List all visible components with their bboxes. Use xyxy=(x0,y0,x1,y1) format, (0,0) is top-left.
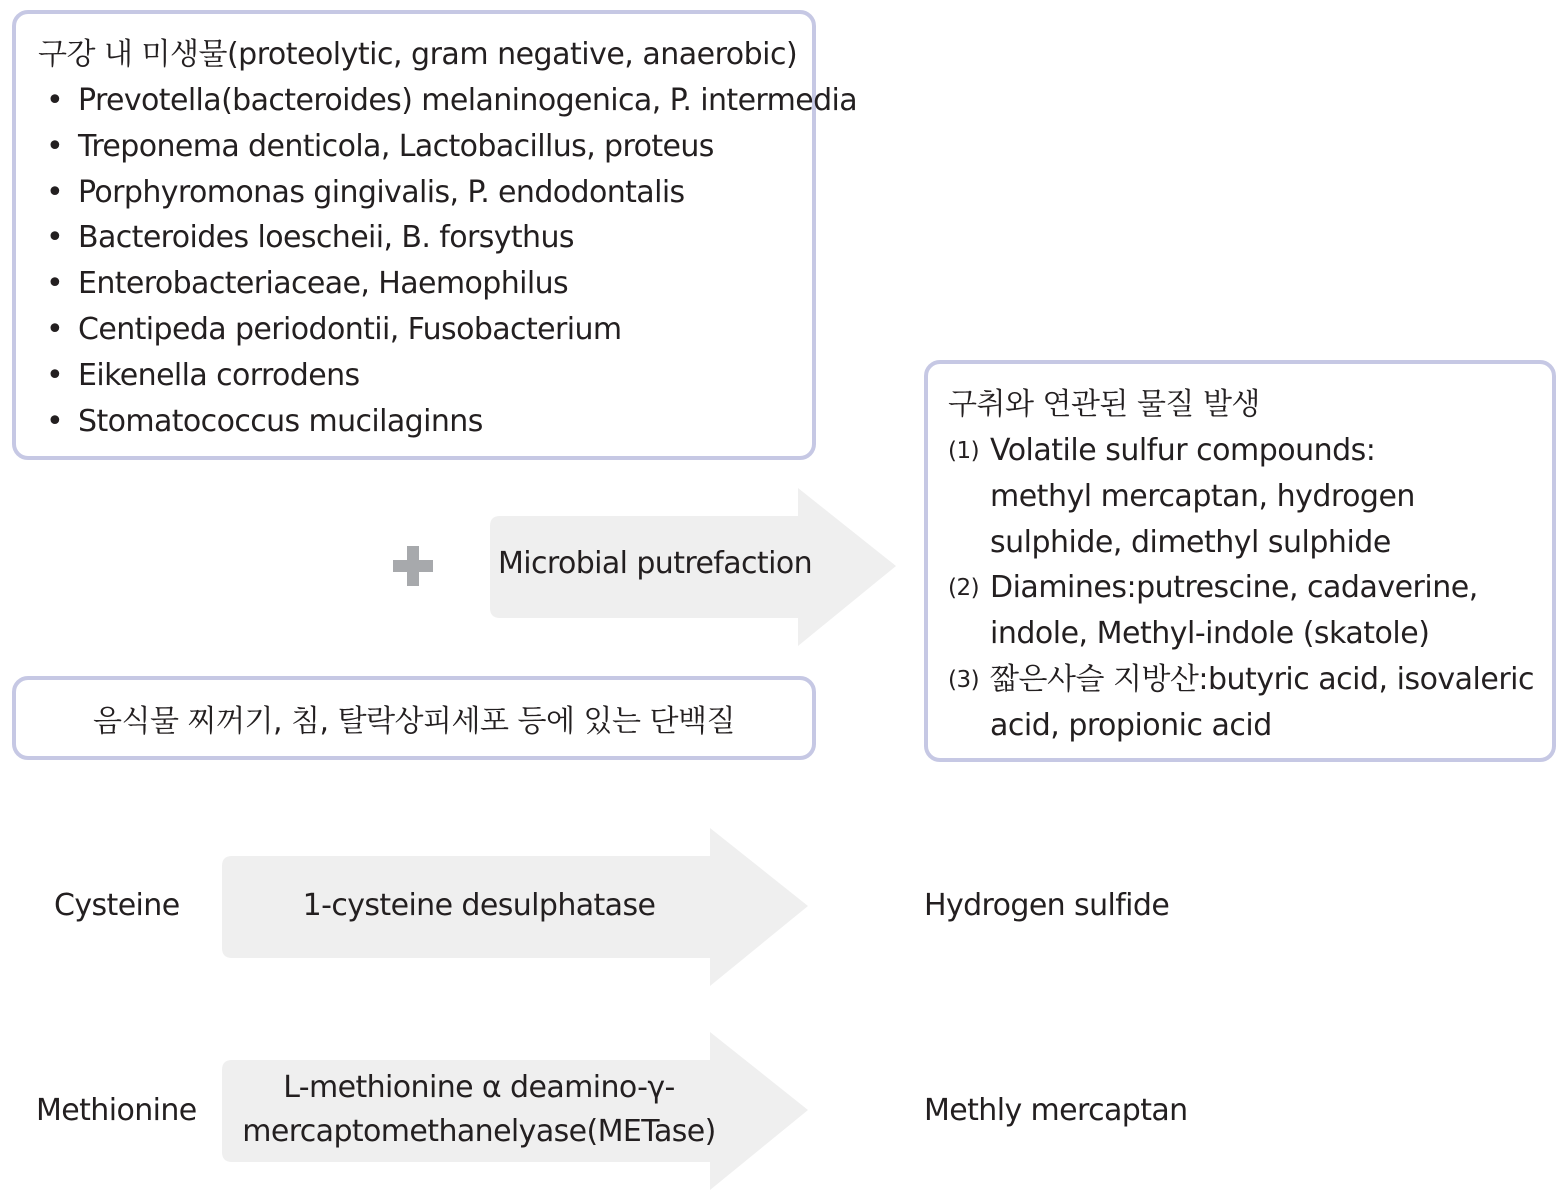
microbe-item: • Porphyromonas gingivalis, P. endodontalis xyxy=(38,170,812,216)
bullet-icon: • xyxy=(46,174,64,210)
microbe-item: • Centipeda periodontii, Fusobacterium xyxy=(38,307,812,353)
substrate-cysteine: Cysteine xyxy=(54,888,180,923)
item-number: (2) xyxy=(948,575,980,602)
item-number: (3) xyxy=(948,666,980,693)
oral-microbes-title: 구강 내 미생물(proteolytic, gram negative, anaerobic) xyxy=(38,37,798,72)
bullet-icon: • xyxy=(46,311,64,347)
microbe-item: • Eikenella corrodens xyxy=(38,353,812,399)
microbe-item: • Stomatococcus mucilaginns xyxy=(38,399,812,445)
protein-source-box xyxy=(12,676,816,760)
product-item: (1) Volatile sulfur compounds: methyl mercaptan, hydrogen sulphide, dimethyl sulphide xyxy=(948,428,1552,565)
microbe-item: • Bacteroides loescheii, B. forsythus xyxy=(38,215,812,261)
product-item: (3) 짧은사슬 지방산:butyric acid, isovaleric acid, propionic acid xyxy=(948,657,1552,749)
bullet-icon: • xyxy=(46,220,64,256)
microbe-item: • Enterobacteriaceae, Haemophilus xyxy=(38,261,812,307)
product-hydrogen-sulfide: Hydrogen sulfide xyxy=(924,888,1170,923)
bullet-icon: • xyxy=(46,128,64,164)
oral-microbes-list xyxy=(38,78,858,444)
enzyme-label-cysteine: 1-cysteine desulphatase xyxy=(302,888,656,923)
malodor-products-title: 구취와 연관된 물질 발생 xyxy=(948,387,1260,422)
enzyme-label-methionine: L-methionine α deamino-γ- mercaptomethanelyase(METase) xyxy=(242,1070,716,1149)
malodor-products-box xyxy=(924,360,1556,762)
product-methyl-mercaptan: Methly mercaptan xyxy=(924,1093,1188,1128)
protein-source-text: 음식물 찌꺼기, 침, 탈락상피세포 등에 있는 단백질 xyxy=(93,704,735,739)
bullet-icon: • xyxy=(46,357,64,393)
plus-icon xyxy=(393,546,433,586)
putrefaction-label: Microbial putrefaction xyxy=(497,546,813,581)
bullet-icon: • xyxy=(46,83,64,118)
bullet-icon: • xyxy=(46,266,64,302)
malodor-products-list xyxy=(948,428,1552,749)
product-item: (2) Diamines:putrescine, cadaverine, indole, Methyl-indole (skatole) xyxy=(948,565,1552,657)
substrate-methionine: Methionine xyxy=(36,1093,197,1128)
microbe-item: • Treponema denticola, Lactobacillus, proteus xyxy=(38,124,812,170)
microbe-item: • Prevotella(bacteroides) melaninogenica, P. intermedia xyxy=(38,78,812,124)
bullet-icon: • xyxy=(46,403,64,439)
oral-microbes-box xyxy=(12,10,858,460)
item-number: (1) xyxy=(948,438,980,464)
